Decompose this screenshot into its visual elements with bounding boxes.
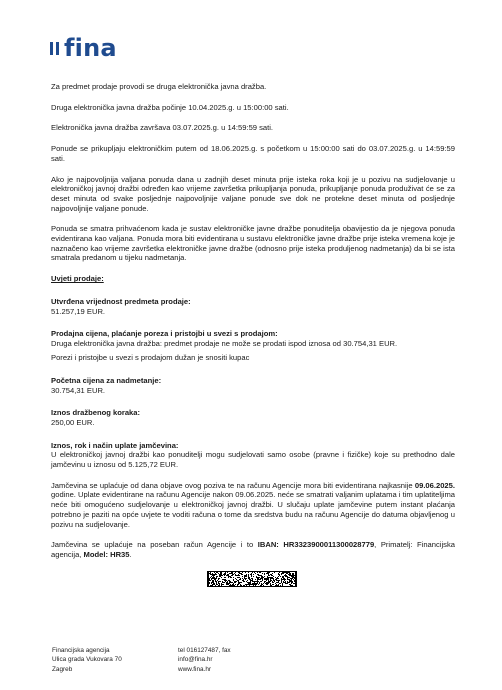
deposit-account-paragraph	[51, 540, 455, 559]
deposit-deadline-paragraph	[51, 481, 455, 530]
deposit-deadline-date: 09.06.2025.	[414, 480, 455, 490]
paragraph-bids-period: Ponude se prikupljaju elektroničkim putem od 18.06.2025.g. s početkom u 15:00:00 sati do 03.07.2025.g. u 14:59:59 sati.	[51, 144, 455, 163]
paragraph-auction-type: Za predmet prodaje provodi se druga elektronička javna dražba.	[51, 82, 267, 91]
value-amount: 51.257,19 EUR.	[51, 306, 106, 316]
paragraph-extension: Ako je najpovoljnija valjana ponuda dana u zadnjih deset minuta prije isteka roka koji je u pozivu na sudjelovanje u elektroničkoj javnoj dražbi određen kao vrijeme završetka prikupljanja ponuda, prikupljanje ponuda produživat će se za deset minuta od svake posljednje najpovoljnije valjane ponude sve dok ne protekne deset minuta od posljednje najpovoljnije valjane ponude.	[51, 174, 455, 213]
footer-contact	[178, 646, 231, 674]
logo-text: fina	[64, 34, 117, 62]
fina-bars-logo-icon	[50, 42, 59, 55]
deposit-deadline-text: Jamčevina se uplaćuje od dana objave ovog poziva te na računu Agencije mora biti evidentirana najkasnije	[51, 480, 415, 490]
footer-phone: tel 016127487, fax	[178, 647, 231, 654]
deposit-iban: IBAN: HR3323900011300028779	[257, 540, 375, 550]
document-body	[51, 82, 455, 560]
footer-address	[52, 646, 122, 674]
deposit-label: Iznos, rok i način uplate jamčevina:	[51, 440, 179, 450]
step-label: Iznos dražbenog koraka:	[51, 408, 141, 418]
paragraph-auction-start: Druga elektronička javna dražba počinje 10.04.2025.g. u 15:00:00 sati.	[51, 102, 289, 112]
price-text: Druga elektronička javna dražba: predmet prodaje ne može se prodati ispod iznosa od 30.754,31 EUR.	[51, 338, 398, 348]
footer-company: Financijska agencija	[52, 647, 110, 654]
deposit-model: Model: HR35	[83, 550, 130, 559]
tax-text: Porezi i pristojbe u svezi s prodajom dužan je snositi kupac	[51, 353, 250, 363]
deposit-text: U elektroničkoj javnoj dražbi kao ponuditelji mogu sudjelovati samo osobe (pravne i fizičke) koje su prethodno dale jamčevinu u iznosu od 5.125,72 EUR.	[51, 450, 455, 470]
paragraph-acceptance: Ponuda se smatra prihvaćenom kada je sustav elektroničke javne dražbe ponuditelja obavijestio da je njegova ponuda evidentirana kao valjana. Ponuda mora biti evidentirana u sustavu elektroničke javne dražbe prije isteka vremena koje je naznačeno kao vrijeme završetka elektroničke javne dražbe (odnosno prije isteka produljenog nadmetanja) da bi se ista smatrala predanom u tijeku nadmetanja.	[51, 224, 455, 263]
deposit-deadline-rest: godine. Uplate evidentirane na računu Agencije nakon 09.06.2025. neće se smatrati valjanim uplatama i tim uplatiteljima neće biti omogućeno sudjelovanje u elektroničkoj javnoj dražbi. U slučaju uplate jamčevine putem instant plaćanja potrebno je paziti na opće uvjete te voditi računa o tome da sredstva budu na računu Agencije do datuma objavljenog u pozivu na sudjelovanje.	[51, 490, 455, 529]
footer-city: Zagreb	[52, 665, 73, 673]
deposit-recipient: , Primatelj: Financijska agencija,	[51, 540, 455, 559]
paragraph-auction-end: Elektronička javna dražba završava 03.07.2025.g. u 14:59:59 sati.	[51, 123, 274, 133]
footer-email: info@fina.hr	[178, 656, 213, 664]
value-label: Utvrđena vrijednost predmeta prodaje:	[51, 296, 191, 306]
fina-logo	[50, 36, 117, 60]
step-value: 250,00 EUR.	[51, 417, 95, 427]
deposit-period: .	[129, 550, 132, 559]
footer-website: www.fina.hr	[178, 665, 212, 673]
footer-street: Ulica grada Vukovara 70	[52, 656, 122, 664]
conditions-heading: Uvjeti prodaje:	[51, 274, 104, 284]
barcode-icon	[207, 571, 297, 587]
start-price-label: Početna cijena za nadmetanje:	[51, 375, 162, 385]
price-label: Prodajna cijena, plaćanje poreza i pristojbi u svezi s prodajom:	[51, 329, 278, 339]
start-price-value: 30.754,31 EUR.	[51, 385, 106, 395]
deposit-account-text: Jamčevina se uplaćuje na poseban račun Agencije i to	[51, 540, 258, 550]
